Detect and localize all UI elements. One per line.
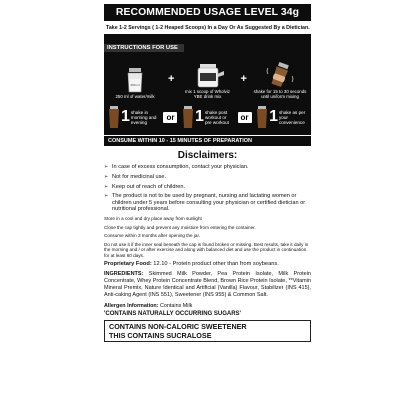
protein-shake-cup-icon xyxy=(256,105,268,129)
disclaimer-item: ➢ Keep out of reach of children. xyxy=(104,183,186,190)
sweetener-box: CONTAINS NON-CALORIC SWEETENER THIS CONTAINS SUCRALOSE xyxy=(104,320,311,342)
page-title: RECOMMENDED USAGE LEVEL 34g xyxy=(104,4,311,21)
option-text: shake in morning and evening xyxy=(130,109,157,125)
protein-shake-cup-icon xyxy=(108,105,120,129)
option-text: shake as per your convenience xyxy=(278,109,306,125)
step-caption: 250 ml of water/milk xyxy=(115,94,155,99)
option-workout xyxy=(182,105,233,129)
step-shake xyxy=(253,62,307,99)
option-number: 1 xyxy=(195,108,204,125)
disclaimer-item: ➢ The product is not to be used by pregnant, nursing and lactating women or children under 5 years before consulting your physician or certified dietician or nutritional professional. xyxy=(104,193,306,213)
step-caption: mix 1 scoop of Wholviz YBE drink mix xyxy=(185,89,230,99)
option-convenience xyxy=(256,105,307,129)
serving-options xyxy=(108,103,307,131)
allergen-info: Allergen Information: Contains Milk xyxy=(104,302,193,309)
consume-note: Consume within 3 months after opening the jar. xyxy=(104,233,201,239)
step-caption: shake for 15 to 30 seconds until uniform mixing xyxy=(253,89,307,99)
arrow-icon: ➢ xyxy=(104,164,109,170)
step-scoop xyxy=(181,62,235,99)
svg-text:250 ml: 250 ml xyxy=(130,83,140,87)
storage-note: Store in a cool and dry place away from sunlight xyxy=(104,216,202,221)
plus-sign: + xyxy=(168,73,175,85)
option-number: 1 xyxy=(269,108,278,125)
disclaimers-title: Disclaimers: xyxy=(177,150,238,161)
instructions-panel xyxy=(104,34,311,135)
seal-note: Do not use it if the inner seal beneath the cap is found broken or missing. Best results, take it daily in the morning and / or after exercise and along with balanced diet and use the product in continuation for at least 60 days. xyxy=(104,241,309,258)
option-morning-evening xyxy=(108,105,159,129)
option-number: 1 xyxy=(121,108,130,125)
shaker-bottle-icon xyxy=(125,67,145,93)
plus-sign: + xyxy=(240,73,247,85)
ingredients-text: INGREDIENTS: Skimmed Milk Powder, Pea Protein Isolate, Milk Protein Concentrate, Whey Protein Concentrate Blend, Brown Rice Protein Isolate, **Vitamin Mineral Premix, Nature Identical and Artificial (Vanilla) Flavour, Stabilizer (INS 415), Anti-caking Agent (INS 551), Sweetener (INS 955) & Common Salt. xyxy=(104,270,311,298)
option-text: shake post workout or pre workout xyxy=(204,109,229,125)
consume-banner: CONSUME WITHIN 10 - 15 MINUTES OF PREPARATION xyxy=(104,136,311,146)
arrow-icon: ➢ xyxy=(104,173,109,180)
shaking-hand-icon xyxy=(265,62,295,88)
or-label: or xyxy=(163,112,177,123)
proprietary-food: Proprietary Food: 12.10 - Protein product other than from soybeans. xyxy=(104,261,279,268)
arrow-icon: ➢ xyxy=(104,183,109,190)
arrow-icon: ➢ xyxy=(104,193,109,200)
instructions-heading: INSTRUCTIONS FOR USE xyxy=(104,44,184,52)
servings-text: Take 1-2 Servings ( 1-2 Heaped Scoops) In a Day Or As Suggested By a Dietician. xyxy=(106,25,310,31)
step-water xyxy=(108,67,162,99)
protein-jar-icon xyxy=(191,62,225,88)
cap-note: Close the cap tightly and prevent any moisture from entering the container. xyxy=(104,224,256,230)
instruction-steps xyxy=(108,57,307,99)
sugar-note: 'CONTAINS NATURALLY OCCURRING SUGARS' xyxy=(104,310,241,317)
disclaimer-item: ➢ Not for medicinal use. xyxy=(104,173,167,180)
or-label: or xyxy=(238,112,252,123)
usage-label xyxy=(104,4,311,342)
disclaimer-item: ➢ In case of excess consumption, contact your physician. xyxy=(104,164,249,170)
protein-shake-cup-icon xyxy=(182,105,194,129)
